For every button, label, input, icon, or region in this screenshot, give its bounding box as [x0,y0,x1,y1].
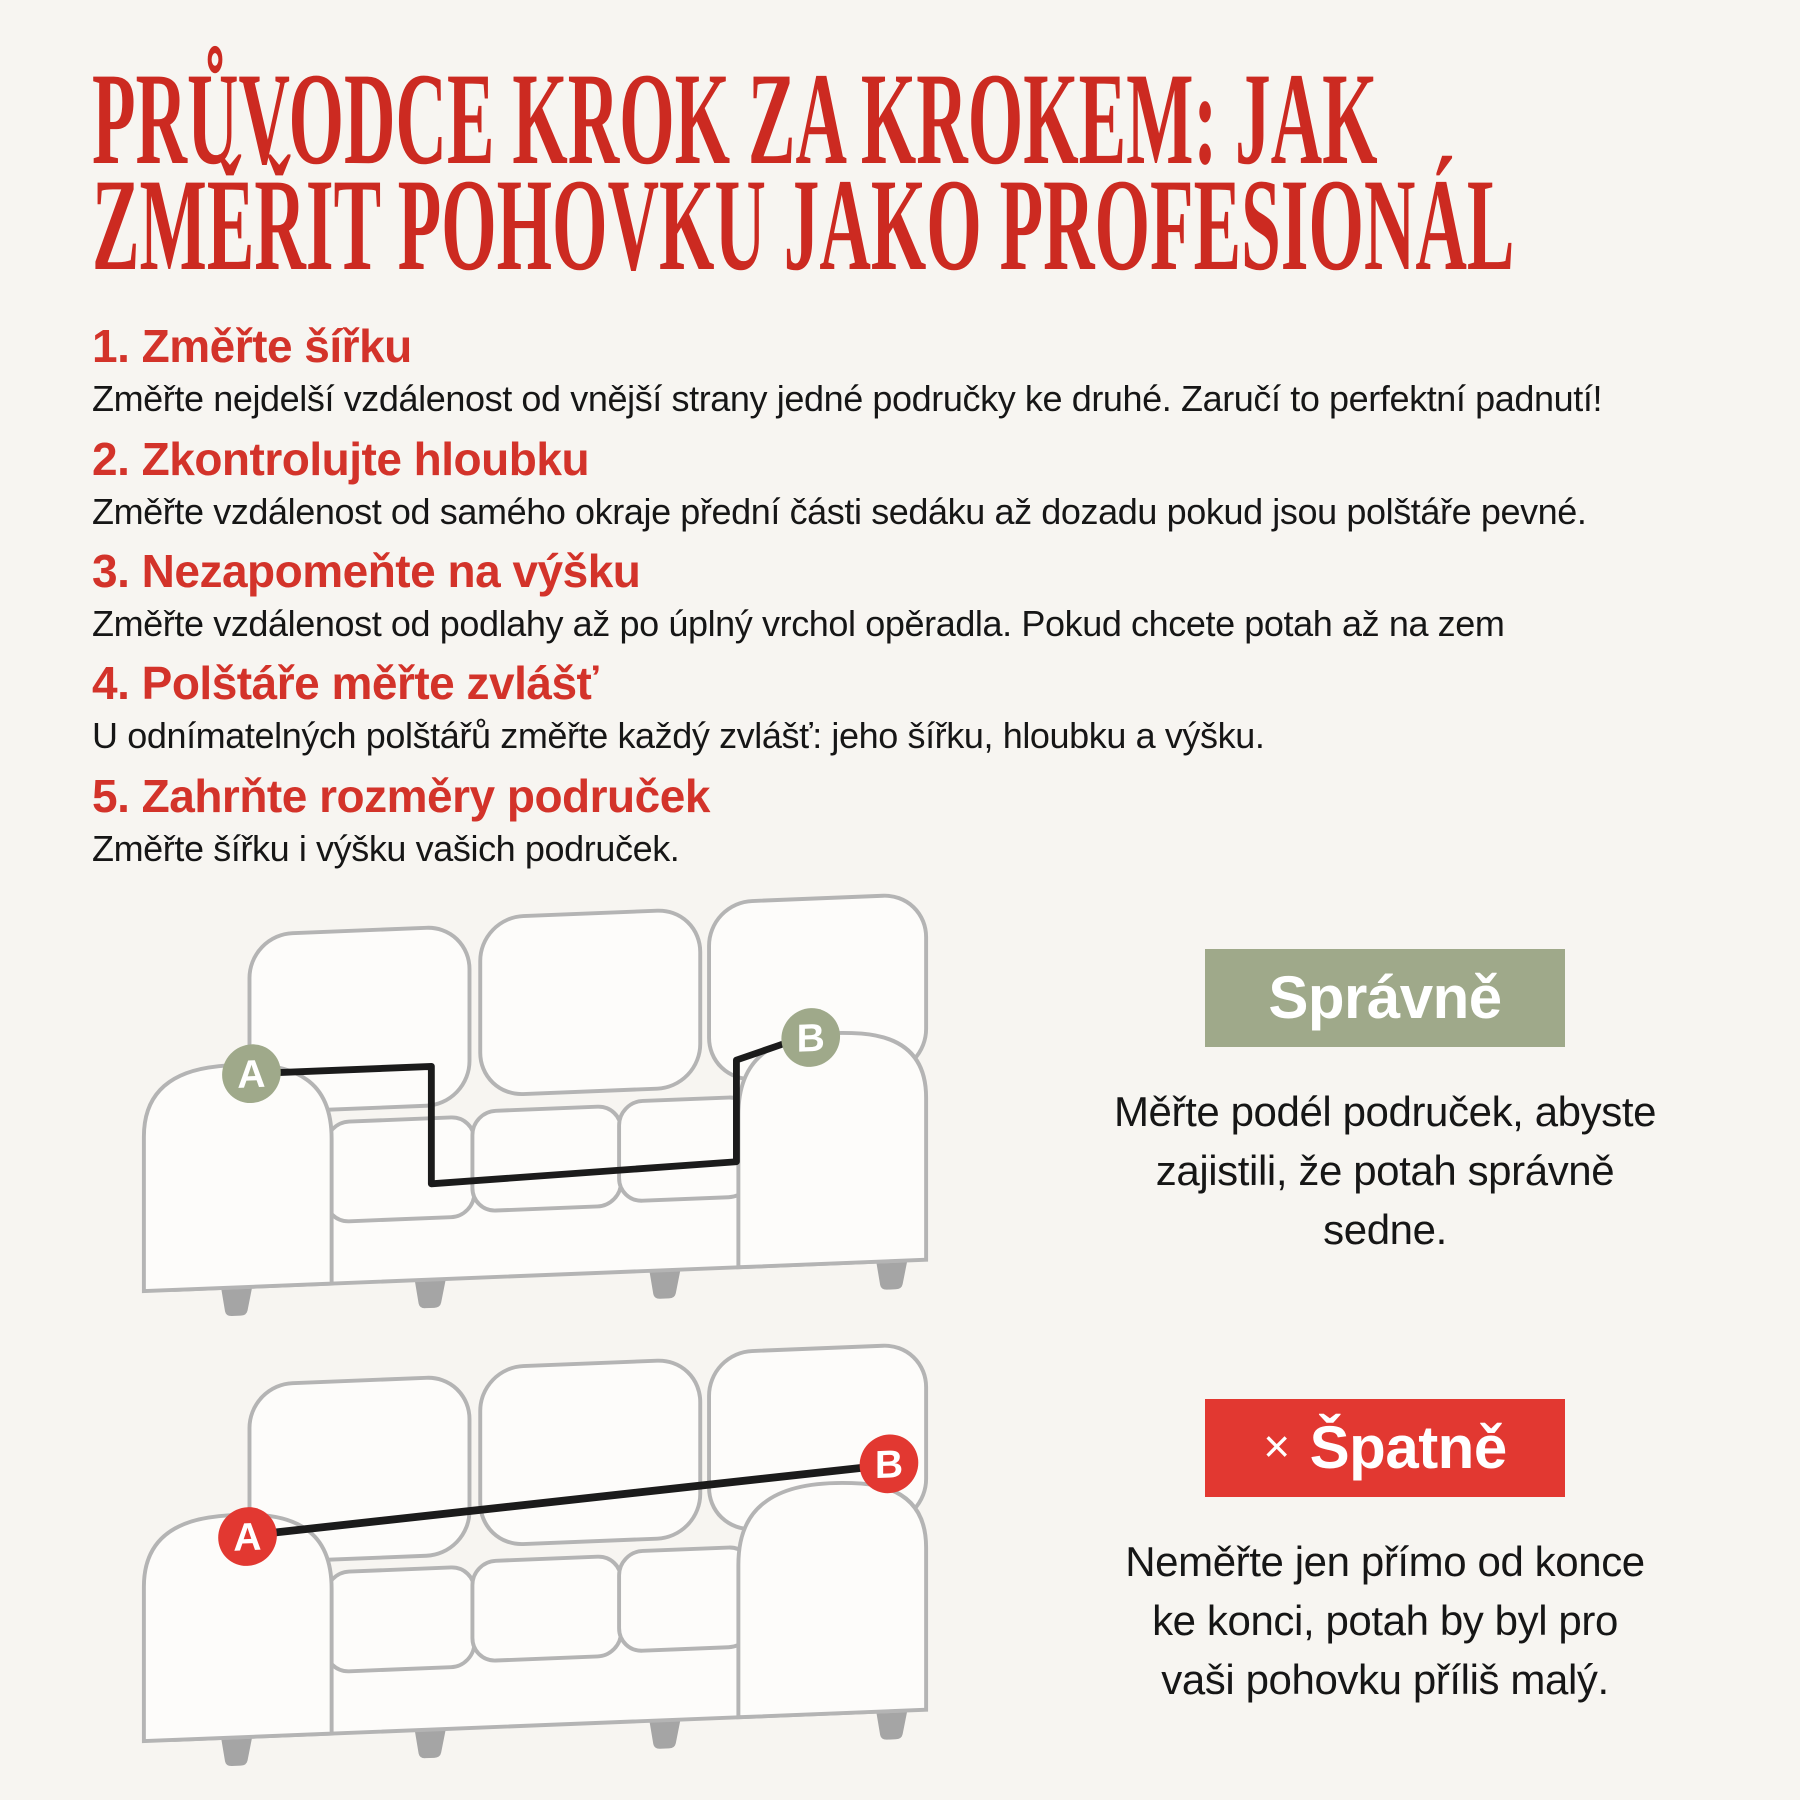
step-body: Změřte vzdálenost od podlahy až po úplný vrchol opěradla. Pokud chcete potah až na zem [92,602,1505,644]
correct-panel [1113,949,1658,1259]
marker-b-label: B [874,1443,904,1488]
wrong-text: Neměřte jen přímo od konce ke konci, potah by byl pro vaši pohovku příliš malý. [1125,1537,1645,1703]
step-body: Změřte vzdálenost od samého okraje přední části sedáku až dozadu pokud jsou polštáře pevné. [92,490,1587,532]
marker-a-label: A [233,1515,262,1560]
step-heading: 3. Nezapomeňte na výšku [92,544,641,597]
header [0,0,1800,297]
measurement-demo-section [0,879,1800,1779]
steps-section [0,297,1800,869]
step-heading: 1. Změřte šířku [92,320,412,373]
step-heading: 2. Zkontrolujte hloubku [92,432,590,485]
step-5 [92,769,1720,869]
wrong-panel [1113,1399,1658,1709]
step-2 [92,432,1720,532]
step-body: Změřte šířku i výšku vašich područek. [92,827,680,869]
correct-badge [1205,949,1565,1047]
correct-badge-label: Správně [1268,964,1502,1032]
step-body: U odnímatelných polštářů změřte každý zvlášť: jeho šířku, hloubku a výšku. [92,715,1265,757]
wrong-badge-label: Špatně [1309,1414,1507,1482]
sofa-wrong-illustration [95,1334,975,1774]
page-title-line2: ZMĚŘIT POHOVKU JAKO PROFESIONÁL [92,150,1515,298]
step-heading: 5. Zahrňte rozměry područek [92,769,710,822]
step-body: Změřte nejdelší vzdálenost od vnější strany jedné područky ke druhé. Zaručí to perfektní padnutí! [92,378,1603,420]
correct-text: Měřte podél područek, abyste zajistili, že potah správně sedne. [1113,1087,1657,1253]
step-1 [92,319,1720,419]
sofa-correct-illustration [95,884,975,1324]
page-title-line1: PRŮVODCE KROK ZA KROKEM: JAK [92,45,1378,192]
step-3 [92,544,1720,644]
step-4 [92,656,1720,756]
wrong-badge [1205,1399,1565,1497]
cross-icon: × [1263,1419,1290,1472]
marker-a-label: A [237,1052,266,1098]
marker-b-label: B [796,1016,825,1061]
step-heading: 4. Polštáře měřte zvlášť [92,657,599,710]
page-title [92,45,1740,298]
